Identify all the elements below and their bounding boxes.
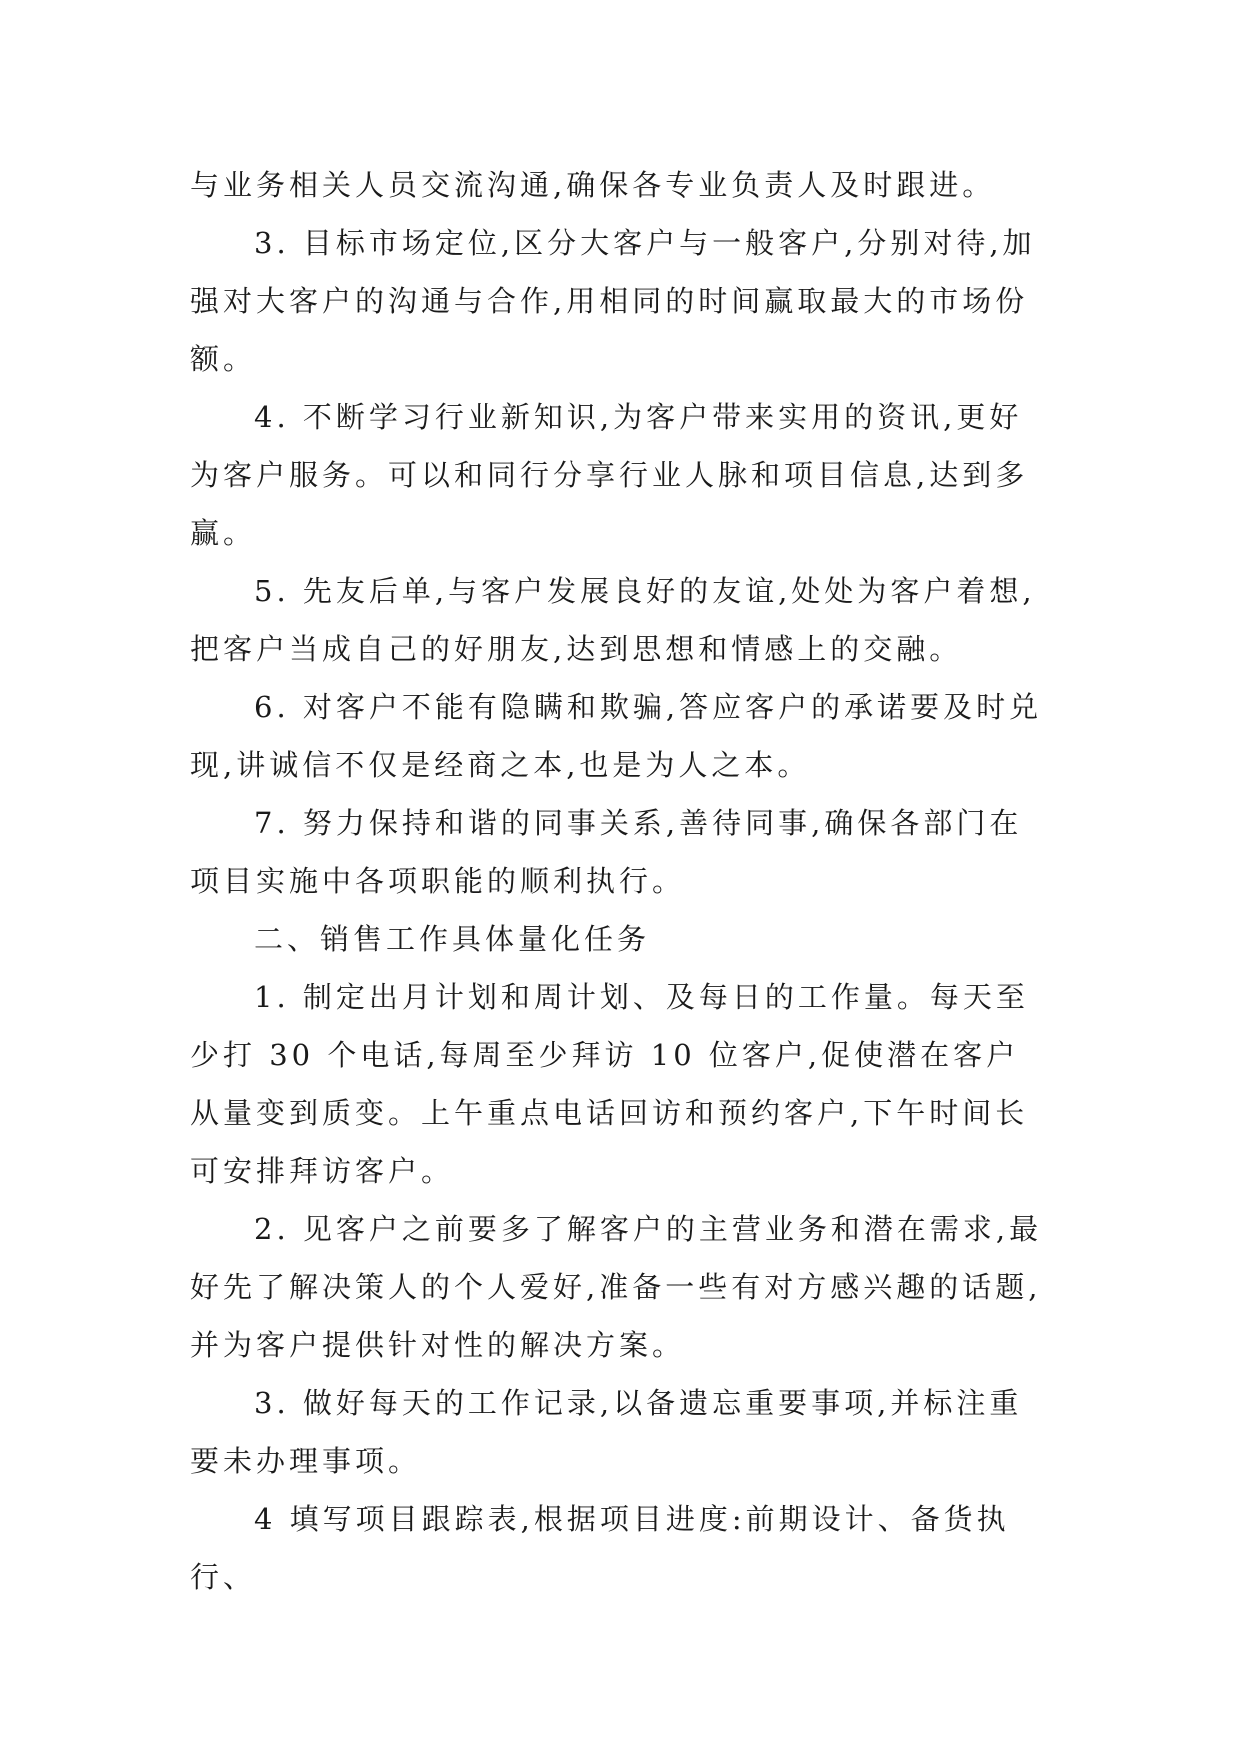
paragraph-item-7: 7. 努力保持和谐的同事关系,善待同事,确保各部门在项目实施中各项职能的顺利执行。	[190, 806, 1023, 898]
paragraph-item-3: 3. 目标市场定位,区分大客户与一般客户,分别对待,加强对大客户的沟通与合作,用相同的时间赢取最大的市场份额。	[190, 226, 1036, 376]
paragraph-item-4: 4. 不断学习行业新知识,为客户带来实用的资讯,更好为客户服务。可以和同行分享行业人脉和项目信息,达到多赢。	[190, 400, 1029, 550]
document-body	[190, 156, 1050, 1606]
paragraph-task-3: 3. 做好每天的工作记录,以备遗忘重要事项,并标注重要未办理事项。	[190, 1386, 1023, 1478]
paragraph-task-1: 1. 制定出月计划和周计划、及每日的工作量。每天至少打 30 个电话,每周至少拜访 10 位客户,促使潜在客户从量变到质变。上午重点电话回访和预约客户,下午时间长可安排拜访客户。	[190, 980, 1029, 1188]
section-heading: 二、销售工作具体量化任务	[254, 922, 651, 956]
paragraph-item-5: 5. 先友后单,与客户发展良好的友谊,处处为客户着想,把客户当成自己的好朋友,达到思想和情感上的交融。	[190, 574, 1036, 666]
paragraph-task-4: 4 填写项目跟踪表,根据项目进度:前期设计、备货执行、	[190, 1502, 1010, 1594]
paragraph-continuation: 与业务相关人员交流沟通,确保各专业负责人及时跟进。	[190, 168, 996, 202]
paragraph-task-2: 2. 见客户之前要多了解客户的主营业务和潜在需求,最好先了解决策人的个人爱好,准备一些有对方感兴趣的话题,并为客户提供针对性的解决方案。	[190, 1212, 1043, 1362]
paragraph-item-6: 6. 对客户不能有隐瞒和欺骗,答应客户的承诺要及时兑现,讲诚信不仅是经商之本,也是为人之本。	[190, 690, 1043, 782]
